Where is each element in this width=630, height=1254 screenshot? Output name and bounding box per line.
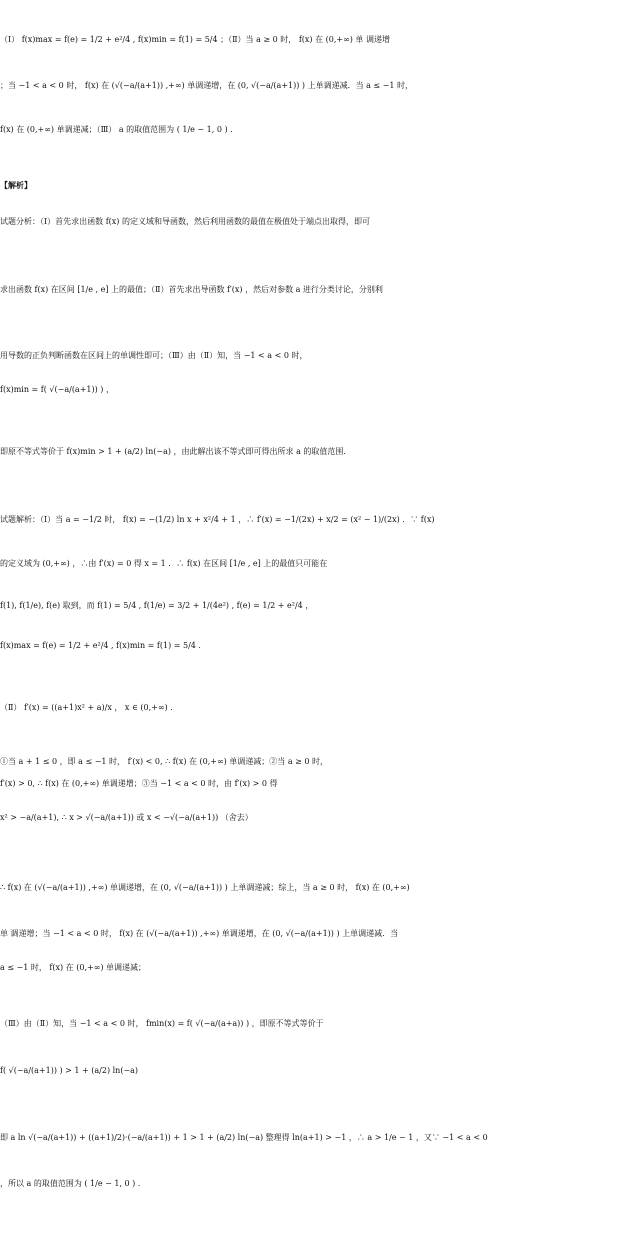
solution-line: ①当 a + 1 ≤ 0 ，即 a ≤ −1 时， f′(x) < 0, ∴ f(x) 在 (0,+∞) 单调递减；②当 a ≥ 0 时， xyxy=(0,757,329,766)
solution-line: ，所以 a 的取值范围为 ( 1/e − 1, 0 ) ． xyxy=(0,1179,146,1188)
solution-line: 的定义域为 (0,+∞) ，∴由 f′(x) = 0 得 x = 1 ．∴ f(x) 在区间 [1/e , e] 上的最值只可能在 xyxy=(0,559,328,568)
solution-line: 即 a ln √(−a/(a+1)) + ((a+1)/2)·(−a/(a+1)) + 1 > 1 + (a/2) ln(−a) 整理得 ln(a+1) > −1 ，∴ a > 1/e − 1 ，又∵ −1 < a < 0 xyxy=(0,1133,488,1142)
analysis-heading: 【解析】 xyxy=(0,181,32,190)
analysis-line-2: 求出函数 f(x) 在区间 [1/e , e] 上的最值；（Ⅱ）首先求出导函数 f′(x) ，然后对参数 a 进行分类讨论，分别利 xyxy=(0,285,383,294)
answer-line-3: f(x) 在 (0,+∞) 单调递减；（Ⅲ） a 的取值范围为 ( 1/e − 1, 0 ) ． xyxy=(0,125,239,134)
solution-line: 试题解析：（Ⅰ）当 a = −1/2 时， f(x) = −(1/2) ln x + x²/4 + 1 ，∴ f′(x) = −1/(2x) + x/2 = (x² − 1)/(2x) ．∵ f(x) xyxy=(0,515,435,524)
solution-line: 单 调递增；当 −1 < a < 0 时， f(x) 在 (√(−a/(a+1)) ,+∞) 单调递增，在 (0, √(−a/(a+1)) ) 上单调递减．当 xyxy=(0,929,399,938)
solution-line: a ≤ −1 时， f(x) 在 (0,+∞) 单调递减； xyxy=(0,963,147,972)
solution-line: ∴ f(x) 在 (√(−a/(a+1)) ,+∞) 单调递增，在 (0, √(−a/(a+1)) ) 上单调递减；综上，当 a ≥ 0 时， f(x) 在 (0,+∞) xyxy=(0,883,410,892)
solution-line: f(1), f(1/e), f(e) 取到，而 f(1) = 5/4 , f(1/e) = 3/2 + 1/(4e²) , f(e) = 1/2 + e²/4 ， xyxy=(0,601,314,610)
analysis-line-5: 即原不等式等价于 f(x)min > 1 + (a/2) ln(−a) ，由此解出该不等式即可得出所求 a 的取值范围． xyxy=(0,447,352,456)
answer-line-2: ；当 −1 < a < 0 时， f(x) 在 (√(−a/(a+1)) ,+∞) 单调递增，在 (0, √(−a/(a+1)) ) 上单调递减．当 a ≤ −1 时， xyxy=(0,81,414,90)
solution-line: （Ⅲ）由（Ⅱ）知，当 −1 < a < 0 时， fmin(x) = f( √(−a/(a+a)) ) ，即原不等式等价于 xyxy=(0,1019,324,1028)
solution-line: f( √(−a/(a+1)) ) > 1 + (a/2) ln(−a) xyxy=(0,1066,139,1075)
answer-line-1: （Ⅰ） f(x)max = f(e) = 1/2 + e²/4 , f(x)min = f(1) = 5/4 ；（Ⅱ）当 a ≥ 0 时， f(x) 在 (0,+∞) 单 调递增 xyxy=(0,35,390,44)
analysis-line-1: 试题分析：（Ⅰ）首先求出函数 f(x) 的定义域和导函数，然后利用函数的最值在极值处于端点出取得，即可 xyxy=(0,217,370,226)
solution-line: x² > −a/(a+1), ∴ x > √(−a/(a+1)) 或 x < −√(−a/(a+1)) （舍去） xyxy=(0,813,253,822)
analysis-line-4: f(x)min = f( √(−a/(a+1)) ) ， xyxy=(0,385,114,394)
solution-line: f(x)max = f(e) = 1/2 + e²/4 , f(x)min = f(1) = 5/4 ． xyxy=(0,641,207,650)
solution-line: （Ⅱ） f′(x) = ((a+1)x² + a)/x ， x ∈ (0,+∞) ． xyxy=(0,703,179,712)
analysis-line-3: 用导数的正负判断函数在区间上的单调性即可；（Ⅲ）由（Ⅱ）知，当 −1 < a < 0 时， xyxy=(0,351,308,360)
solution-line: f′(x) > 0, ∴ f(x) 在 (0,+∞) 单调递增；③当 −1 < a < 0 时，由 f′(x) > 0 得 xyxy=(0,779,278,788)
